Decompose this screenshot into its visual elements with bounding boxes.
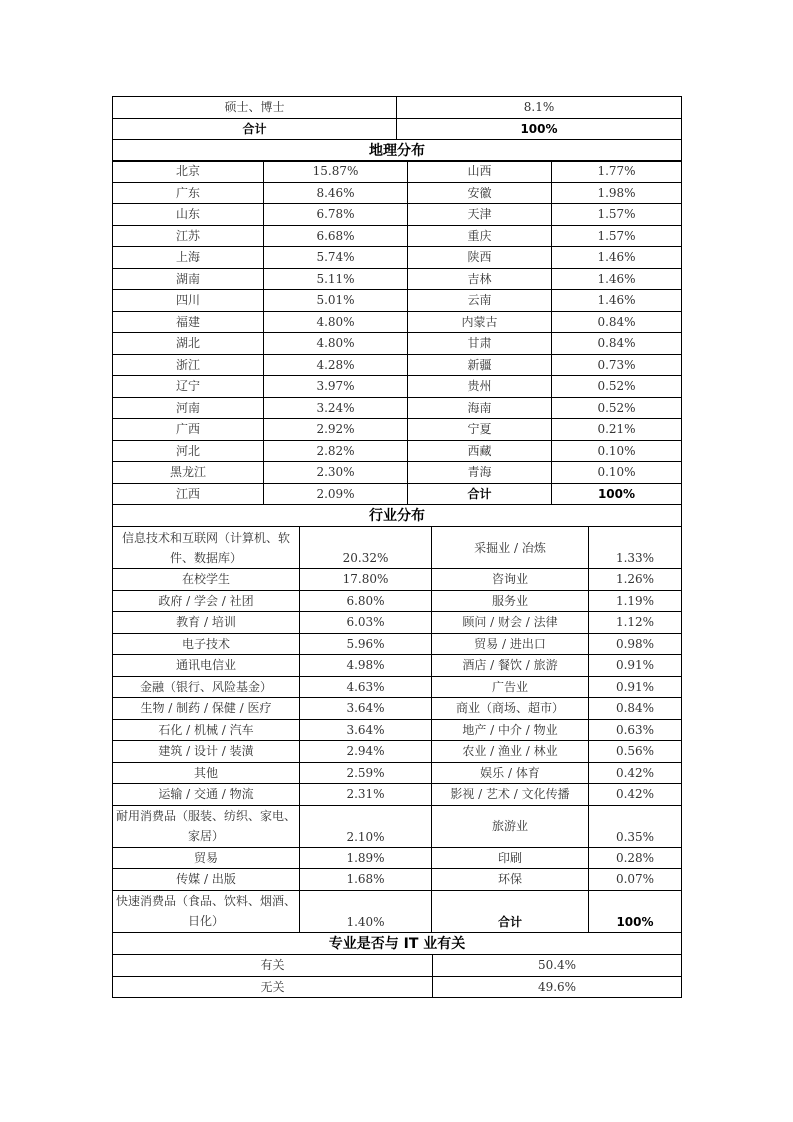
table-row [113, 698, 682, 720]
table-row [113, 719, 682, 741]
section-title-industry: 行业分布 [113, 505, 682, 527]
percent-cell: 1.77% [552, 161, 682, 183]
industry-cell: 耐用消费品（服装、纺织、家电、家居） [113, 805, 300, 847]
percent-cell: 3.24% [264, 397, 408, 419]
percent-cell: 0.35% [589, 805, 682, 847]
row-value: 49.6% [433, 976, 682, 998]
industry-cell: 合计 [432, 890, 589, 932]
percent-cell: 0.21% [552, 419, 682, 441]
table-row [113, 397, 682, 419]
industry-cell: 采掘业 / 冶炼 [432, 527, 589, 569]
percent-cell: 0.98% [589, 633, 682, 655]
industry-cell: 通讯电信业 [113, 655, 300, 677]
table-row [113, 419, 682, 441]
percent-cell: 1.12% [589, 612, 682, 634]
industry-cell: 咨询业 [432, 569, 589, 591]
table-row [113, 784, 682, 806]
percent-cell: 3.64% [300, 698, 432, 720]
percent-cell: 1.89% [300, 847, 432, 869]
percent-cell: 1.26% [589, 569, 682, 591]
region-cell: 天津 [408, 204, 552, 226]
table-row [113, 976, 682, 998]
region-cell: 江苏 [113, 225, 264, 247]
percent-cell: 0.42% [589, 784, 682, 806]
table-row [113, 590, 682, 612]
region-cell: 四川 [113, 290, 264, 312]
percent-cell: 1.40% [300, 890, 432, 932]
percent-cell: 5.96% [300, 633, 432, 655]
industry-table [112, 504, 682, 933]
region-cell: 上海 [113, 247, 264, 269]
table-row [113, 268, 682, 290]
table-row [113, 633, 682, 655]
region-cell: 福建 [113, 311, 264, 333]
industry-cell: 商业（商场、超市） [432, 698, 589, 720]
industry-cell: 贸易 [113, 847, 300, 869]
percent-cell: 3.97% [264, 376, 408, 398]
region-cell: 黑龙江 [113, 462, 264, 484]
table-row [113, 311, 682, 333]
region-cell: 广西 [113, 419, 264, 441]
table-row [113, 762, 682, 784]
region-cell: 云南 [408, 290, 552, 312]
industry-cell: 农业 / 渔业 / 林业 [432, 741, 589, 763]
industry-cell: 旅游业 [432, 805, 589, 847]
industry-cell: 广告业 [432, 676, 589, 698]
industry-cell: 印刷 [432, 847, 589, 869]
percent-cell: 0.84% [552, 311, 682, 333]
percent-cell: 0.91% [589, 676, 682, 698]
percent-cell: 6.80% [300, 590, 432, 612]
region-cell: 陕西 [408, 247, 552, 269]
table-row [113, 805, 682, 847]
percent-cell: 0.91% [589, 655, 682, 677]
industry-cell: 其他 [113, 762, 300, 784]
table-row [113, 741, 682, 763]
region-cell: 湖南 [113, 268, 264, 290]
percent-cell: 0.10% [552, 462, 682, 484]
percent-cell: 5.01% [264, 290, 408, 312]
region-cell: 湖北 [113, 333, 264, 355]
industry-cell: 金融（银行、风险基金） [113, 676, 300, 698]
table-row [113, 569, 682, 591]
industry-cell: 顾问 / 财会 / 法律 [432, 612, 589, 634]
region-cell: 西藏 [408, 440, 552, 462]
table-row [113, 483, 682, 505]
industry-cell: 运输 / 交通 / 物流 [113, 784, 300, 806]
table-row [113, 676, 682, 698]
region-cell: 青海 [408, 462, 552, 484]
region-cell: 内蒙古 [408, 311, 552, 333]
percent-cell: 1.68% [300, 869, 432, 891]
percent-cell: 0.10% [552, 440, 682, 462]
region-cell: 安徽 [408, 182, 552, 204]
percent-cell: 2.59% [300, 762, 432, 784]
industry-cell: 环保 [432, 869, 589, 891]
percent-cell: 1.57% [552, 225, 682, 247]
industry-cell: 信息技术和互联网（计算机、软件、数据库） [113, 527, 300, 569]
industry-cell: 贸易 / 进出口 [432, 633, 589, 655]
region-cell: 北京 [113, 161, 264, 183]
table-row [113, 97, 682, 119]
region-cell: 宁夏 [408, 419, 552, 441]
industry-cell: 建筑 / 设计 / 装潢 [113, 741, 300, 763]
row-value: 50.4% [433, 955, 682, 977]
table-row [113, 527, 682, 569]
table-row [113, 655, 682, 677]
industry-cell: 石化 / 机械 / 汽车 [113, 719, 300, 741]
percent-cell: 4.80% [264, 311, 408, 333]
industry-cell: 传媒 / 出版 [113, 869, 300, 891]
percent-cell: 0.84% [552, 333, 682, 355]
it-related-table [112, 932, 682, 998]
industry-cell: 政府 / 学会 / 社团 [113, 590, 300, 612]
percent-cell: 15.87% [264, 161, 408, 183]
region-cell: 辽宁 [113, 376, 264, 398]
region-cell: 海南 [408, 397, 552, 419]
table-row [113, 847, 682, 869]
region-cell: 浙江 [113, 354, 264, 376]
percent-cell: 4.63% [300, 676, 432, 698]
industry-cell: 地产 / 中介 / 物业 [432, 719, 589, 741]
table-row [113, 290, 682, 312]
table-row [113, 440, 682, 462]
percent-cell: 100% [589, 890, 682, 932]
section-title-geo: 地理分布 [113, 140, 682, 162]
region-cell: 广东 [113, 182, 264, 204]
percent-cell: 0.63% [589, 719, 682, 741]
percent-cell: 0.28% [589, 847, 682, 869]
region-cell: 贵州 [408, 376, 552, 398]
table-row [113, 182, 682, 204]
percent-cell: 0.52% [552, 397, 682, 419]
table-row [113, 890, 682, 932]
total-value: 100% [397, 118, 682, 140]
percent-cell: 5.74% [264, 247, 408, 269]
industry-cell: 快速消费品（食品、饮料、烟酒、日化） [113, 890, 300, 932]
education-tail-table [112, 96, 682, 162]
percent-cell: 2.82% [264, 440, 408, 462]
industry-cell: 娱乐 / 体育 [432, 762, 589, 784]
table-row [113, 354, 682, 376]
table-row [113, 612, 682, 634]
region-cell: 河北 [113, 440, 264, 462]
table-row [113, 869, 682, 891]
row-label: 有关 [113, 955, 433, 977]
percent-cell: 2.92% [264, 419, 408, 441]
percent-cell: 6.03% [300, 612, 432, 634]
industry-cell: 影视 / 艺术 / 文化传播 [432, 784, 589, 806]
percent-cell: 0.84% [589, 698, 682, 720]
table-row [113, 247, 682, 269]
region-cell: 河南 [113, 397, 264, 419]
total-label: 合计 [113, 118, 397, 140]
region-cell: 山西 [408, 161, 552, 183]
region-cell: 山东 [113, 204, 264, 226]
table-row [113, 462, 682, 484]
percent-cell: 0.07% [589, 869, 682, 891]
section-title-it-related: 专业是否与 IT 业有关 [113, 933, 682, 955]
row-label: 无关 [113, 976, 433, 998]
percent-cell: 8.46% [264, 182, 408, 204]
region-cell: 甘肃 [408, 333, 552, 355]
region-cell: 合计 [408, 483, 552, 505]
percent-cell: 4.80% [264, 333, 408, 355]
percent-cell: 2.31% [300, 784, 432, 806]
region-cell: 新疆 [408, 354, 552, 376]
region-cell: 重庆 [408, 225, 552, 247]
percent-cell: 6.68% [264, 225, 408, 247]
percent-cell: 1.57% [552, 204, 682, 226]
percent-cell: 17.80% [300, 569, 432, 591]
percent-cell: 0.73% [552, 354, 682, 376]
industry-cell: 电子技术 [113, 633, 300, 655]
percent-cell: 0.42% [589, 762, 682, 784]
table-row [113, 161, 682, 183]
table-row [113, 376, 682, 398]
industry-cell: 服务业 [432, 590, 589, 612]
industry-cell: 教育 / 培训 [113, 612, 300, 634]
percent-cell: 1.19% [589, 590, 682, 612]
row-value: 8.1% [397, 97, 682, 119]
industry-cell: 在校学生 [113, 569, 300, 591]
percent-cell: 6.78% [264, 204, 408, 226]
percent-cell: 2.94% [300, 741, 432, 763]
percent-cell: 1.46% [552, 268, 682, 290]
table-row [113, 333, 682, 355]
percent-cell: 3.64% [300, 719, 432, 741]
region-cell: 吉林 [408, 268, 552, 290]
percent-cell: 2.09% [264, 483, 408, 505]
percent-cell: 4.98% [300, 655, 432, 677]
percent-cell: 2.30% [264, 462, 408, 484]
percent-cell: 1.98% [552, 182, 682, 204]
percent-cell: 1.33% [589, 527, 682, 569]
percent-cell: 100% [552, 483, 682, 505]
region-cell: 江西 [113, 483, 264, 505]
industry-cell: 生物 / 制药 / 保健 / 医疗 [113, 698, 300, 720]
percent-cell: 1.46% [552, 247, 682, 269]
percent-cell: 5.11% [264, 268, 408, 290]
percent-cell: 1.46% [552, 290, 682, 312]
geo-table [112, 160, 682, 505]
percent-cell: 4.28% [264, 354, 408, 376]
industry-cell: 酒店 / 餐饮 / 旅游 [432, 655, 589, 677]
percent-cell: 20.32% [300, 527, 432, 569]
table-row [113, 204, 682, 226]
percent-cell: 0.56% [589, 741, 682, 763]
row-label: 硕士、博士 [113, 97, 397, 119]
table-row [113, 955, 682, 977]
table-row [113, 225, 682, 247]
table-row [113, 118, 682, 140]
percent-cell: 0.52% [552, 376, 682, 398]
percent-cell: 2.10% [300, 805, 432, 847]
